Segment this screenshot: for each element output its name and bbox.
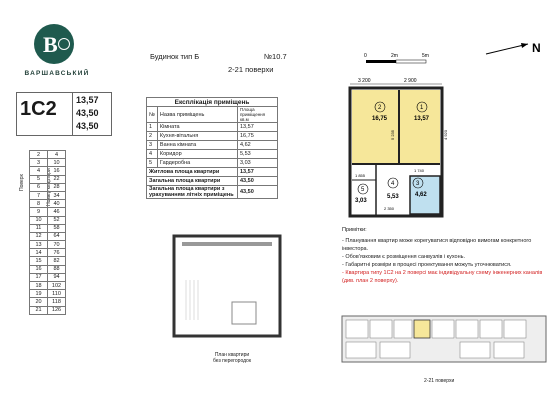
floor-row: 2 4 <box>30 151 66 159</box>
room4-num: 4 <box>391 181 395 187</box>
room5-area: 3,03 <box>355 198 367 204</box>
floor-row: 11 58 <box>30 224 66 232</box>
dim-left-height: 5 235 <box>390 129 395 140</box>
scale-two: 2m <box>391 53 398 59</box>
floor-row: 15 82 <box>30 257 66 265</box>
apt-column-label: Номер квартири <box>46 168 52 206</box>
floor-apartment-table <box>29 150 66 315</box>
note-item: - Планування квартир може корегуватися відповідно вимогам конкретного інвестора. <box>342 238 532 252</box>
note-item: - Обов'язковим є розміщення санвузлів і кухонь. <box>342 254 466 260</box>
explication-table: Експлікація приміщень № Назва приміщень Площа приміщення кв.м 1 Кімната 13,57 2 Кухня-вітальня 16,75 3 Ванна кімната 4,62 4 Коридор 5,53 5 Гардеробна 3,03 Житлова площа квартири 13,57 Загальна площа квартири 43,50 Загальна площа квартири з урахуванням літніх приміщень 43,50 <box>146 97 278 199</box>
dim-corridor: 2 350 <box>384 206 395 211</box>
scale-five: 5m <box>422 53 429 59</box>
apartment-areas <box>76 94 110 133</box>
room1-num: 1 <box>420 105 424 111</box>
brand-name: ВАРШАВСЬКИЙ <box>24 70 90 77</box>
room-bedroom <box>400 90 440 164</box>
floor-row: 14 76 <box>30 249 66 257</box>
apartment-code: 1C2 <box>20 98 57 120</box>
logo-seal-icon <box>58 38 70 50</box>
logo-letter: В <box>43 32 58 57</box>
room3-area: 4,62 <box>415 192 427 198</box>
dim-top-right: 2 900 <box>404 78 417 84</box>
area-total-summer: 43,50 <box>76 121 99 131</box>
room2-num: 2 <box>378 105 382 111</box>
notes-block <box>342 226 552 285</box>
floor-row: 4 16 <box>30 167 66 175</box>
floor-row: 21 126 <box>30 306 66 314</box>
building-type: Будинок тип Б <box>150 52 200 61</box>
dim-wardrobe: 1 855 <box>355 173 366 178</box>
floor-row: 5 22 <box>30 175 66 183</box>
floor-row: 20 118 <box>30 298 66 306</box>
note-red: - Квартира типу 1С2 на 2 поверсі має індивідуальну схему інженерних каналів (див. план 2 поверху). <box>342 270 543 284</box>
floor-row: 9 46 <box>30 208 66 216</box>
room-kitchen-living <box>352 90 398 164</box>
floor-row: 19 110 <box>30 290 66 298</box>
room5-num: 5 <box>361 187 365 193</box>
floor-column-label: Поверх <box>19 174 25 191</box>
open-plan-caption: План квартири без перегородок <box>212 352 252 364</box>
notes-title: Примітки: <box>342 227 367 233</box>
room4-area: 5,53 <box>387 194 399 200</box>
floor-row: 7 34 <box>30 191 66 199</box>
dim-top-left: 3 200 <box>358 78 371 84</box>
note-item: - Габаритні розміри в процесі проектування можуть уточнюватися. <box>342 262 512 268</box>
key-plan <box>340 312 550 372</box>
key-plan-caption: 2-21 поверхи <box>424 378 455 384</box>
floor-row: 12 64 <box>30 232 66 240</box>
open-plan-drawing <box>170 230 285 345</box>
floor-range: 2-21 поверхи <box>228 65 274 74</box>
area-living: 13,57 <box>76 95 99 105</box>
explication-title: Експлікація приміщень <box>147 98 278 107</box>
floor-row: 6 28 <box>30 183 66 191</box>
floor-row: 3 10 <box>30 159 66 167</box>
floor-row: 10 52 <box>30 216 66 224</box>
room3-num: 3 <box>416 181 420 187</box>
floor-row: 16 88 <box>30 265 66 273</box>
north-label: N <box>532 41 541 55</box>
scale-zero: 0 <box>364 53 367 59</box>
floor-row: 18 102 <box>30 282 66 290</box>
dim-bath: 1 740 <box>414 168 425 173</box>
area-total: 43,50 <box>76 108 99 118</box>
highlighted-apartment <box>414 320 430 338</box>
floor-row: 8 40 <box>30 200 66 208</box>
building-number: №10.7 <box>264 52 287 61</box>
apartment-floor-plan <box>336 40 556 220</box>
room1-area: 13,57 <box>414 116 430 122</box>
floor-row: 13 70 <box>30 241 66 249</box>
brand-logo <box>34 24 74 64</box>
floor-row: 17 94 <box>30 273 66 281</box>
dim-right-height: 4 920 <box>443 129 448 140</box>
room2-area: 16,75 <box>372 116 388 122</box>
